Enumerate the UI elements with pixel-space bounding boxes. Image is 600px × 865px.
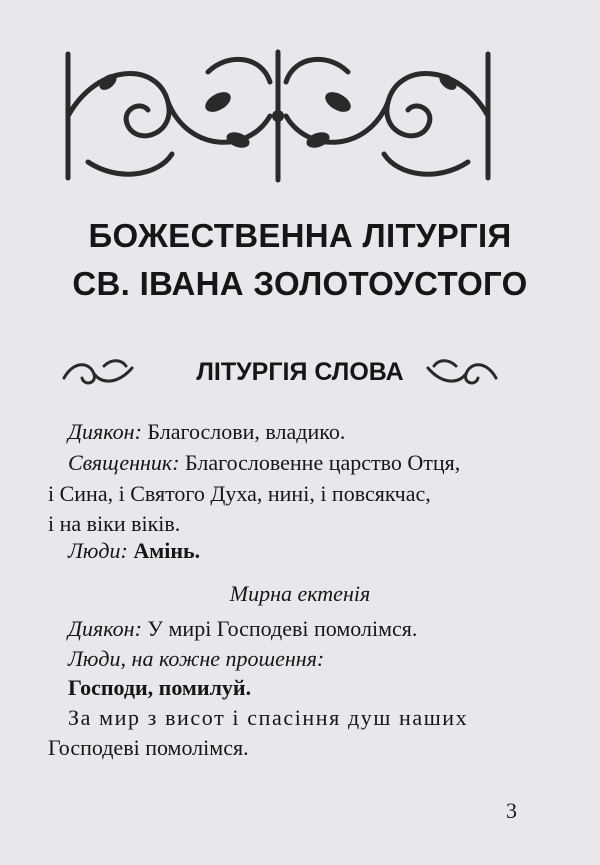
scroll-ornament-icon [48, 42, 508, 190]
line-text: Благослови, владико. [141, 419, 346, 444]
response-text: Господи, помилуй. [68, 675, 252, 700]
dialog-line [68, 537, 200, 565]
line-text: Благословенне царство Отця, [179, 450, 461, 475]
flourish-icon [424, 356, 500, 388]
speaker-label: Диякон: [68, 419, 142, 444]
subheading: Мирна ектенія [229, 581, 371, 606]
section-title: ЛІТУРГІЯ СЛОВА [196, 358, 404, 386]
litany-line: За мир з висот і спасіння душ наших [68, 705, 469, 730]
dialog-line [68, 449, 460, 477]
title-line-1: БОЖЕСТВЕННА ЛІТУРГІЯ [88, 217, 512, 254]
litany-line [68, 615, 417, 643]
speaker-label: Диякон: [68, 616, 142, 641]
dialog-line [68, 418, 345, 446]
litany-line: Люди, на кожне прошення: [68, 646, 325, 671]
dialog-line: і Сина, і Святого Духа, нині, і повсякчас, [48, 481, 431, 506]
title-line-2: СВ. ІВАНА ЗОЛОТОУСТОГО [72, 265, 528, 302]
speaker-label: Священник: [68, 450, 180, 475]
dialog-line: і на віки віків. [48, 511, 181, 536]
speaker-label: Люди: [68, 538, 128, 563]
response-text: Амінь. [133, 538, 201, 563]
page-number: 3 [506, 798, 517, 823]
line-text: У мирі Господеві помолімся. [141, 616, 418, 641]
page-title [0, 212, 600, 308]
litany-line: Господеві помолімся. [48, 735, 249, 760]
section-heading-row [0, 352, 600, 392]
